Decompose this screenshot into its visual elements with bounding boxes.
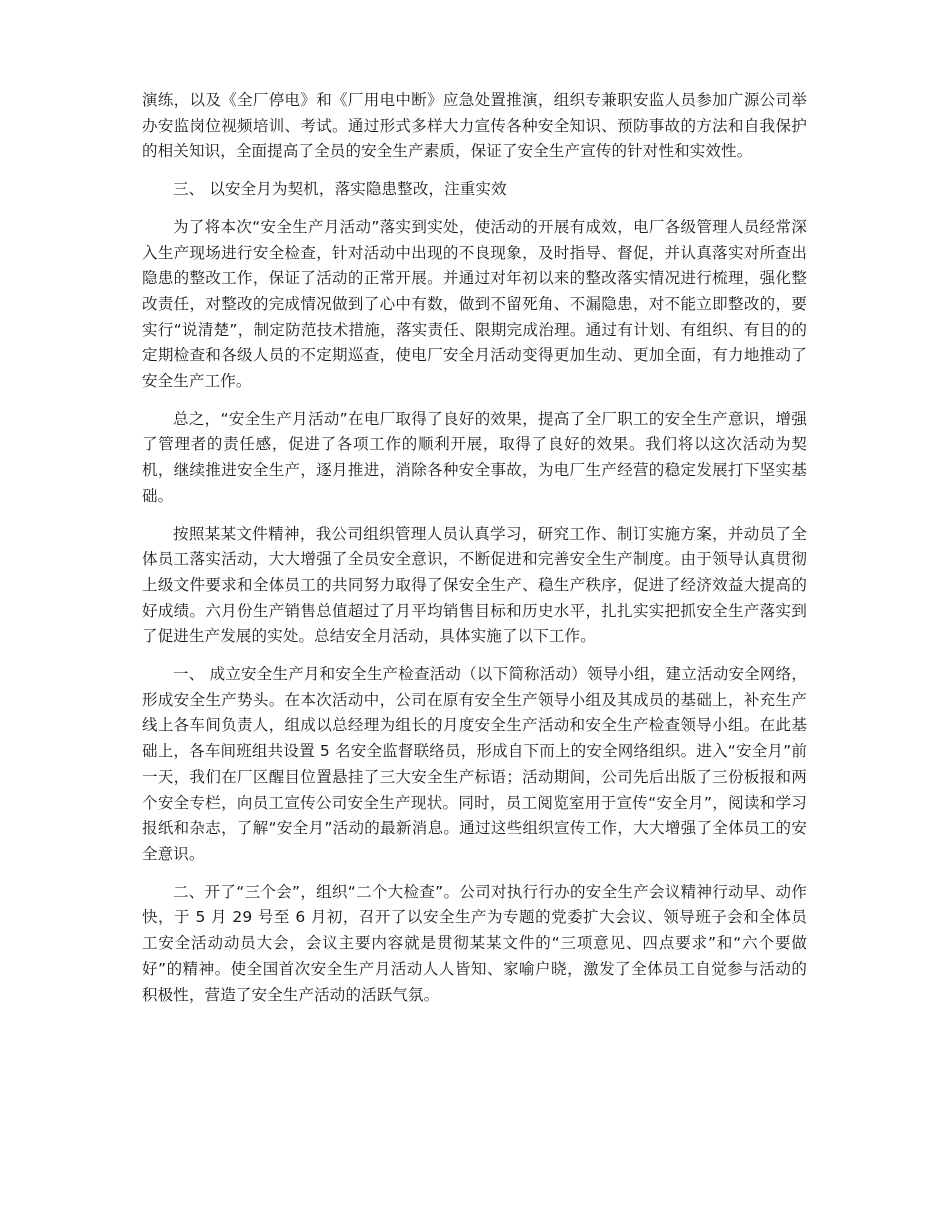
- paragraph-section-1: 一、 成立安全生产月和安全生产检查活动（以下简称活动）领导小组，建立活动安全网络，形成安全生产势头。在本次活动中，公司在原有安全生产领导小组及其成员的基础上，补充生产线上各车间负责人，组成以总经理为组长的月度安全生产活动和安全生产检查领导小组。在此基础上，各车间班组共设置 5 名安全监督联络员，形成自下而上的安全网络组织。进入“安全月”前一天，我们在厂区醒目位置悬挂了三大安全生产标语；活动期间，公司先后出版了三份板报和两个安全专栏，向员工宣传公司安全生产现状。同时，员工阅览室用于宣传“安全月”，阅读和学习报纸和杂志，了解“安全月”活动的最新消息。通过这些组织宣传工作，大大增强了全体员工的安全意识。: [142, 665, 807, 863]
- paragraph-implementation: 按照某某文件精神，我公司组织管理人员认真学习，研究工作、制订实施方案，并动员了全体员工落实活动，大大增强了全员安全意识，不断促进和完善安全生产制度。由于领导认真贯彻上级文件要求和全体员工的共同努力取得了保安全生产、稳生产秩序，促进了经济效益大提高的好成绩。六月份生产销售总值超过了月平均销售目标和历史水平，扎扎实实把抓安全生产落实到了促进生产发展的实处。总结安全月活动，具体实施了以下工作。: [142, 524, 807, 646]
- section-heading-3: 三、 以安全月为契机，落实隐患整改，注重实效: [173, 180, 507, 199]
- paragraph-continued: 演练，以及《全厂停电》和《厂用电中断》应急处置推演，组织专兼职安监人员参加广源公司举办安监岗位视频培训、考试。通过形式多样大力宣传各种安全知识、预防事故的方法和自我保护的相关知识，全面提高了全员的安全生产素质，保证了安全生产宣传的针对性和实效性。: [142, 91, 807, 161]
- document-body: [142, 88, 807, 1020]
- paragraph-rectification: 为了将本次“安全生产月活动”落实到实处，使活动的开展有成效，电厂各级管理人员经常深入生产现场进行安全检查，针对活动中出现的不良现象，及时指导、督促，并认真落实对所查出隐患的整改工作，保证了活动的正常开展。并通过对年初以来的整改落实情况进行梳理，强化整改责任，对整改的完成情况做到了心中有数，做到不留死角、不漏隐患，对不能立即整改的，要实行“说清楚”，制定防范技术措施，落实责任、限期完成治理。通过有计划、有组织、有目的的定期检查和各级人员的不定期巡查，使电厂安全月活动变得更加生动、更加全面，有力地推动了安全生产工作。: [142, 217, 807, 391]
- paragraph-summary: 总之，“安全生产月活动”在电厂取得了良好的效果，提高了全厂职工的安全生产意识，增强了管理者的责任感，促进了各项工作的顺利开展，取得了良好的效果。我们将以这次活动为契机，继续推进安全生产，逐月推进，消除各种安全事故，为电厂生产经营的稳定发展打下坚实基础。: [142, 409, 807, 505]
- paragraph-section-2: 二、开了“三个会”，组织“二个大检查”。公司对执行行办的安全生产会议精神行动早、动作快，于 5 月 29 号至 6 月初，召开了以安全生产为专题的党委扩大会议、领导班子会和全体员工安全活动动员大会，会议主要内容就是贯彻某某文件的“三项意见、四点要求”和“六个要做好”的精神。使全国首次安全生产月活动人人皆知、家喻户晓，激发了全体员工自觉参与活动的积极性，营造了安全生产活动的活跃气氛。: [142, 882, 807, 1004]
